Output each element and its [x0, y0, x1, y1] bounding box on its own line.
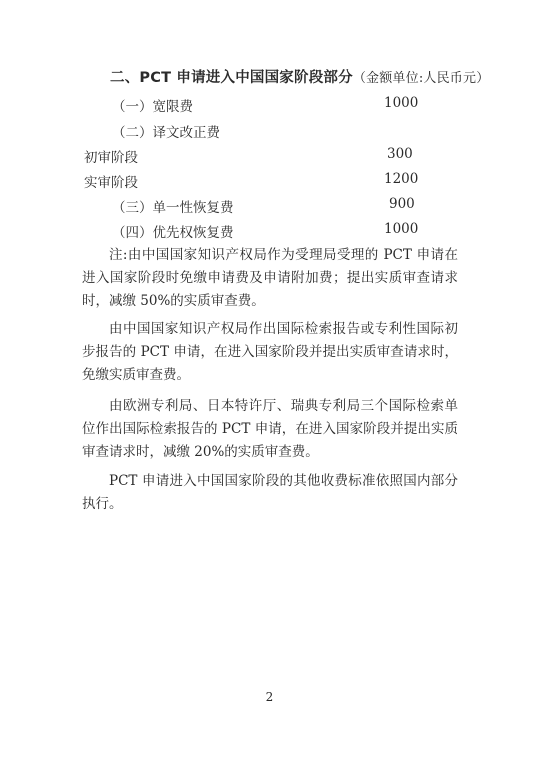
section-title: 二、PCT 申请进入中国国家阶段部分 [110, 70, 353, 86]
fee-label: 实审阶段 [84, 175, 138, 191]
fee-row-grace [112, 95, 432, 115]
fee-value: 1200 [384, 171, 419, 187]
fee-row-priority-restoration [112, 221, 432, 241]
fee-row-substantive-exam [84, 171, 432, 191]
fee-value: 1000 [384, 221, 419, 237]
page-number: 2 [265, 690, 274, 704]
section-heading [110, 66, 489, 87]
fee-label: （二）译文改正费 [112, 125, 220, 141]
fee-row-preliminary-exam [84, 146, 432, 166]
fee-label: （三）单一性恢复费 [112, 200, 234, 216]
fee-label: （四）优先权恢复费 [112, 225, 234, 241]
fee-row-unity-restoration [112, 196, 432, 216]
note-paragraph-4: PCT 申请进入中国国家阶段的其他收费标准依照国内部分执行。 [82, 473, 458, 512]
currency-unit-note: （金额单位:人民币元） [352, 71, 490, 86]
fee-row-translation-correction [112, 121, 432, 141]
fee-value: 1000 [384, 95, 419, 111]
fee-value: 900 [389, 196, 415, 212]
note-paragraph-2: 由中国国家知识产权局作出国际检索报告或专利性国际初步报告的 PCT 申请，在进入国家阶段并提出实质审查请求时，免缴实质审查费。 [82, 321, 458, 383]
note-paragraph-1: 注:由中国国家知识产权局作为受理局受理的 PCT 申请在进入国家阶段时免缴申请费及申请附加费；提出实质审查请求时，减缴 50%的实质审查费。 [82, 247, 458, 309]
note-paragraph-3: 由欧洲专利局、日本特许厅、瑞典专利局三个国际检索单位作出国际检索报告的 PCT 申请，在进入国家阶段并提出实质审查请求时，减缴 20%的实质审查费。 [82, 398, 458, 460]
fee-value: 300 [387, 146, 413, 162]
fee-label: （一）宽限费 [112, 99, 193, 115]
fee-label: 初审阶段 [84, 150, 138, 166]
